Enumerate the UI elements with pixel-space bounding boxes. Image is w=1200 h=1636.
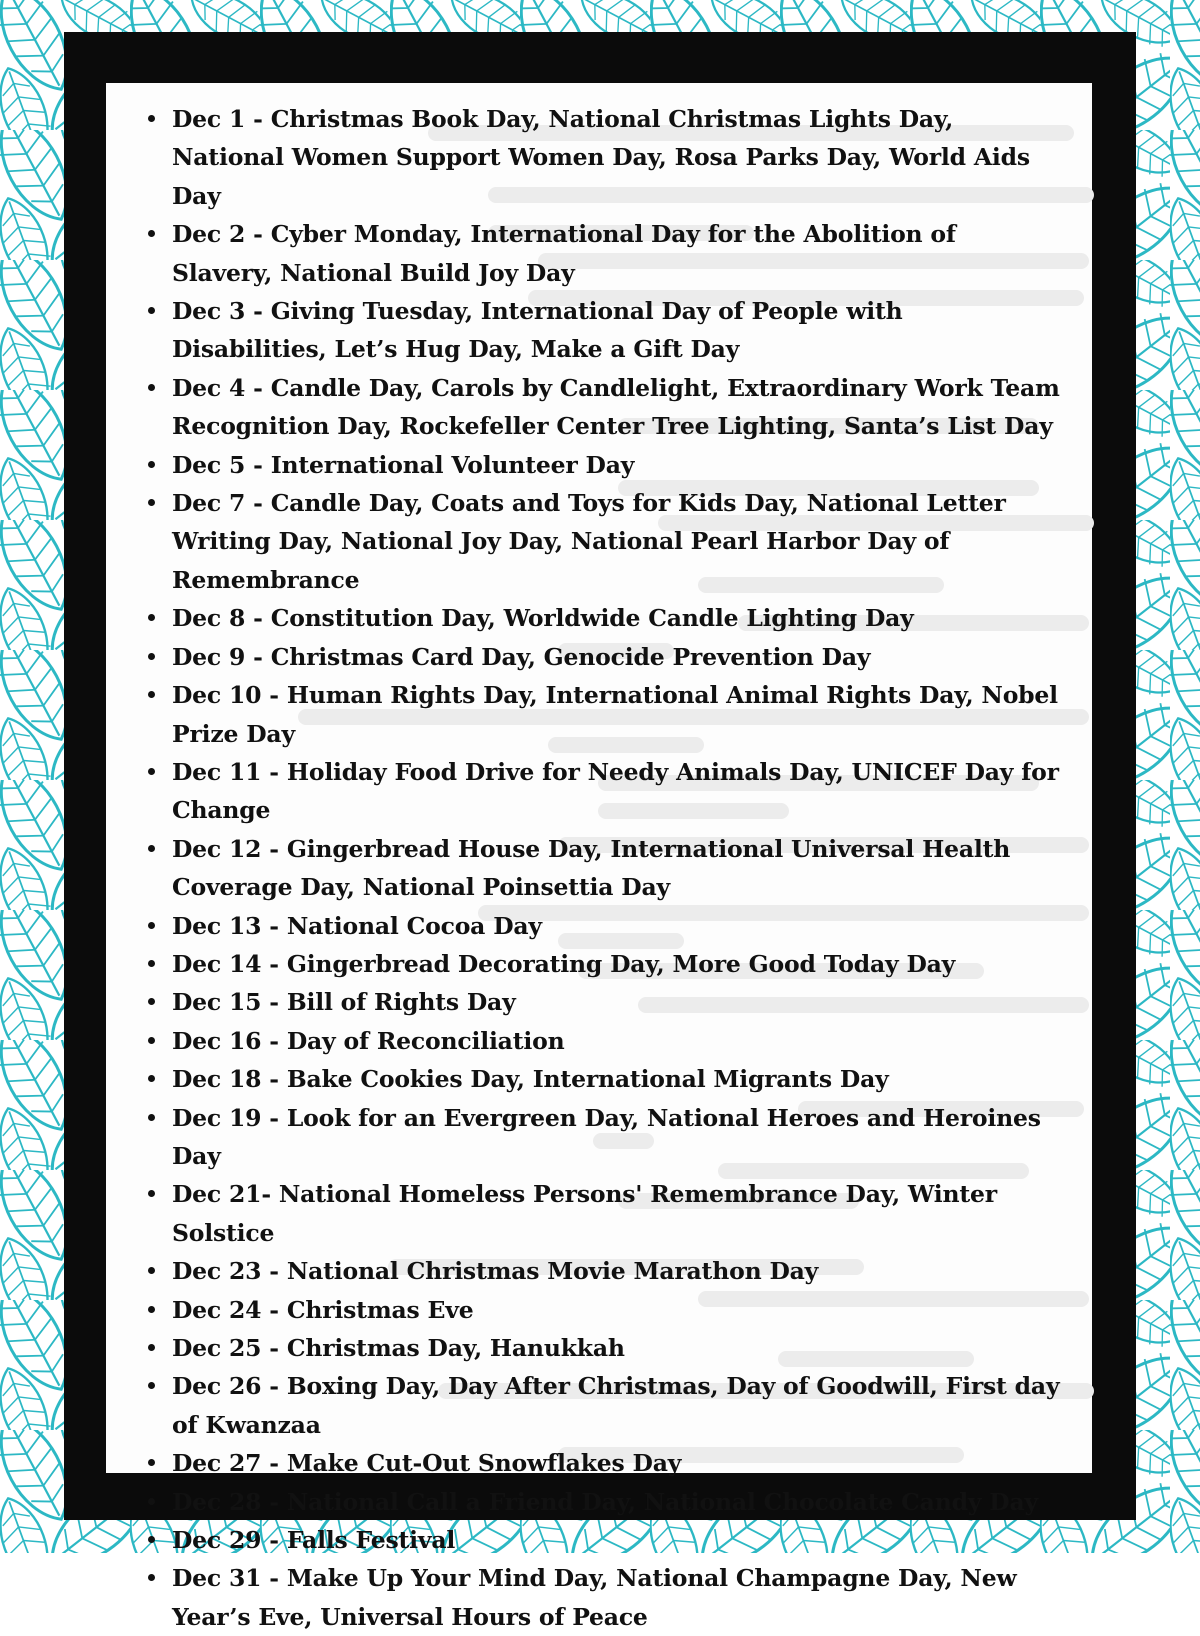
list-item: Dec 13 - National Cocoa Day [172, 907, 1092, 945]
content-card [106, 83, 1092, 1631]
list-item: Dec 26 - Boxing Day, Day After Christmas, Day of Goodwill, First day of Kwanzaa [172, 1367, 1092, 1444]
list-item: Dec 11 - Holiday Food Drive for Needy Animals Day, UNICEF Day for Change [172, 753, 1092, 830]
list-item: Dec 18 - Bake Cookies Day, International Migrants Day [172, 1060, 1092, 1098]
list-item: Dec 25 - Christmas Day, Hanukkah [172, 1329, 1092, 1367]
list-item: Dec 8 - Constitution Day, Worldwide Candle Lighting Day [172, 599, 1092, 637]
list-item: Dec 14 - Gingerbread Decorating Day, More Good Today Day [172, 945, 1092, 983]
list-item: Dec 27 - Make Cut-Out Snowflakes Day [172, 1444, 1092, 1482]
list-item: Dec 2 - Cyber Monday, International Day for the Abolition of Slavery, National Build Joy Day [172, 215, 1092, 292]
list-item: Dec 28 - National Call a Friend Day, National Chocolate Candy Day [172, 1483, 1092, 1521]
list-item: Dec 16 - Day of Reconciliation [172, 1022, 1092, 1060]
list-item: Dec 10 - Human Rights Day, International Animal Rights Day, Nobel Prize Day [172, 676, 1092, 753]
list-item: Dec 15 - Bill of Rights Day [172, 983, 1092, 1021]
list-item: Dec 1 - Christmas Book Day, National Christmas Lights Day, National Women Support Women Day, Rosa Parks Day, World Aids Day [172, 100, 1092, 215]
list-item: Dec 4 - Candle Day, Carols by Candlelight, Extraordinary Work Team Recognition Day, Rockefeller Center Tree Lighting, Santa’s List Day [172, 369, 1092, 446]
list-item: Dec 7 - Candle Day, Coats and Toys for Kids Day, National Letter Writing Day, National Joy Day, National Pearl Harbor Day of Remembrance [172, 484, 1092, 599]
list-item: Dec 9 - Christmas Card Day, Genocide Prevention Day [172, 638, 1092, 676]
list-item: Dec 12 - Gingerbread House Day, International Universal Health Coverage Day, National Poinsettia Day [172, 830, 1092, 907]
list-item: Dec 5 - International Volunteer Day [172, 446, 1092, 484]
list-item: Dec 21- National Homeless Persons' Remembrance Day, Winter Solstice [172, 1175, 1092, 1252]
list-item: Dec 23 - National Christmas Movie Marathon Day [172, 1252, 1092, 1290]
list-item: Dec 3 - Giving Tuesday, International Day of People with Disabilities, Let’s Hug Day, Make a Gift Day [172, 292, 1092, 369]
list-item: Dec 19 - Look for an Evergreen Day, National Heroes and Heroines Day [172, 1099, 1092, 1176]
list-item: Dec 29 - Falls Festival [172, 1521, 1092, 1559]
list-item: Dec 24 - Christmas Eve [172, 1291, 1092, 1329]
december-events-list [106, 100, 1092, 1636]
list-item: Dec 31 - Make Up Your Mind Day, National Champagne Day, New Year’s Eve, Universal Hours of Peace [172, 1559, 1092, 1636]
